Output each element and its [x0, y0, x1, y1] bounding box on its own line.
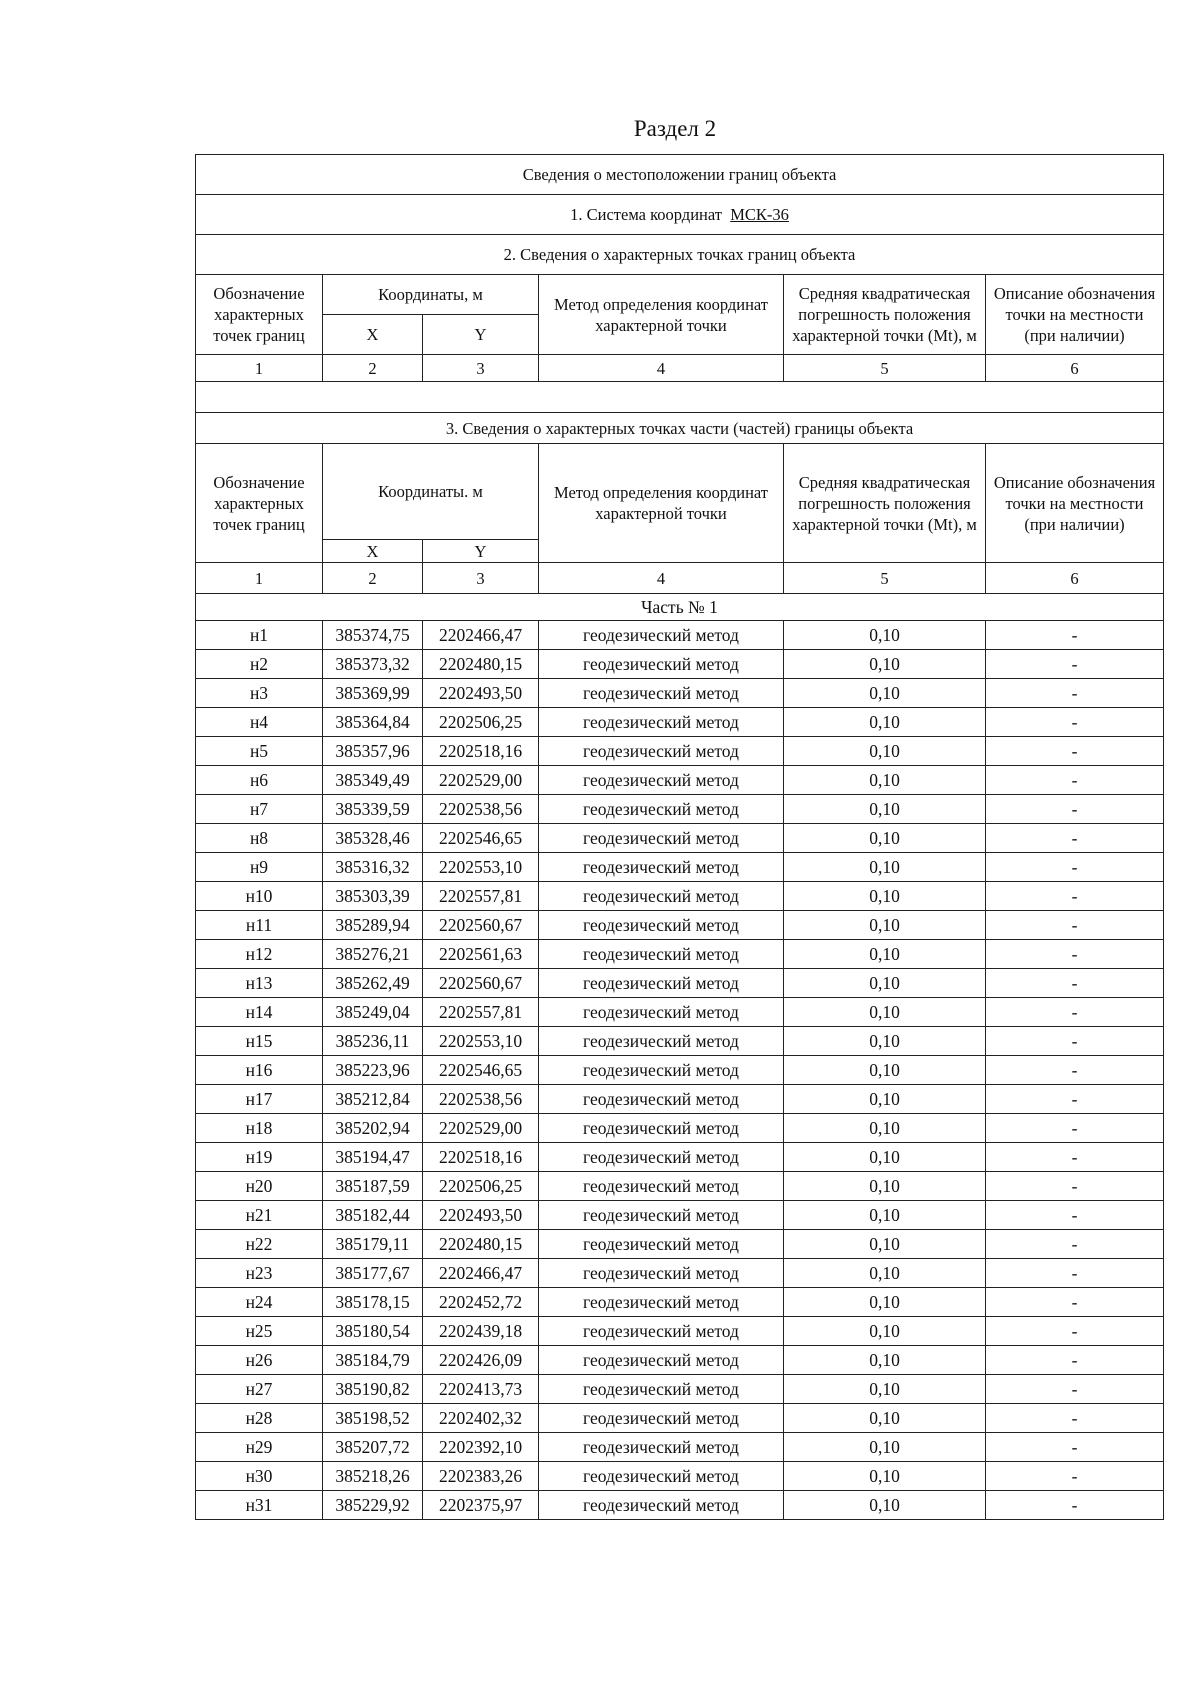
table-row [196, 882, 1164, 911]
description-cell: - [986, 853, 1164, 882]
description-cell: - [986, 1375, 1164, 1404]
y-coord-cell: 2202529,00 [423, 766, 539, 795]
accuracy-cell: 0,10 [784, 853, 986, 882]
y-coord-cell: 2202480,15 [423, 1230, 539, 1259]
table-row [196, 911, 1164, 940]
accuracy-cell: 0,10 [784, 882, 986, 911]
y-coord-cell: 2202557,81 [423, 882, 539, 911]
table-row [196, 708, 1164, 737]
accuracy-cell: 0,10 [784, 679, 986, 708]
s3-col-accuracy-header: Средняя квадратическая погрешность положения характерной точки (Mt), м [784, 444, 986, 563]
method-cell: геодезический метод [539, 1491, 784, 1520]
y-coord-cell: 2202553,10 [423, 1027, 539, 1056]
accuracy-cell: 0,10 [784, 1230, 986, 1259]
x-coord-cell: 385184,79 [323, 1346, 423, 1375]
y-coord-cell: 2202518,16 [423, 737, 539, 766]
y-coord-cell: 2202375,97 [423, 1491, 539, 1520]
table-row [196, 1317, 1164, 1346]
x-coord-cell: 385182,44 [323, 1201, 423, 1230]
x-coord-cell: 385236,11 [323, 1027, 423, 1056]
y-coord-cell: 2202493,50 [423, 679, 539, 708]
y-coord-cell: 2202452,72 [423, 1288, 539, 1317]
x-coord-cell: 385276,21 [323, 940, 423, 969]
section3-title: 3. Сведения о характерных точках части (частей) границы объекта [196, 413, 1164, 444]
method-cell: геодезический метод [539, 824, 784, 853]
s3-col-description-header: Описание обозначения точки на местности (при наличии) [986, 444, 1164, 563]
accuracy-cell: 0,10 [784, 1027, 986, 1056]
point-id-cell: н10 [196, 882, 323, 911]
col-number: 2 [323, 563, 423, 594]
y-coord-cell: 2202466,47 [423, 1259, 539, 1288]
table-row [196, 679, 1164, 708]
x-coord-cell: 385190,82 [323, 1375, 423, 1404]
x-coord-cell: 385187,59 [323, 1172, 423, 1201]
method-cell: геодезический метод [539, 853, 784, 882]
method-cell: геодезический метод [539, 1114, 784, 1143]
col-description-header: Описание обозначения точки на местности (при наличии) [986, 275, 1164, 355]
y-coord-cell: 2202506,25 [423, 708, 539, 737]
x-coord-cell: 385212,84 [323, 1085, 423, 1114]
accuracy-cell: 0,10 [784, 795, 986, 824]
col-x-header: X [323, 315, 423, 355]
point-id-cell: н20 [196, 1172, 323, 1201]
description-cell: - [986, 1230, 1164, 1259]
empty-row [196, 382, 1164, 413]
point-id-cell: н4 [196, 708, 323, 737]
point-id-cell: н28 [196, 1404, 323, 1433]
description-cell: - [986, 1433, 1164, 1462]
point-id-cell: н17 [196, 1085, 323, 1114]
description-cell: - [986, 795, 1164, 824]
y-coord-cell: 2202538,56 [423, 795, 539, 824]
section2-title: 2. Сведения о характерных точках границ объекта [196, 235, 1164, 275]
x-coord-cell: 385303,39 [323, 882, 423, 911]
description-cell: - [986, 1491, 1164, 1520]
method-cell: геодезический метод [539, 1404, 784, 1433]
method-cell: геодезический метод [539, 621, 784, 650]
point-id-cell: н15 [196, 1027, 323, 1056]
point-id-cell: н7 [196, 795, 323, 824]
x-coord-cell: 385364,84 [323, 708, 423, 737]
point-id-cell: н3 [196, 679, 323, 708]
description-cell: - [986, 1201, 1164, 1230]
col-numbers-row [196, 355, 1164, 382]
table-row [196, 1346, 1164, 1375]
point-id-cell: н22 [196, 1230, 323, 1259]
col-point-header: Обозначение характерных точек границ [196, 275, 323, 355]
x-coord-cell: 385177,67 [323, 1259, 423, 1288]
x-coord-cell: 385339,59 [323, 795, 423, 824]
accuracy-cell: 0,10 [784, 708, 986, 737]
method-cell: геодезический метод [539, 1230, 784, 1259]
table-row [196, 650, 1164, 679]
point-id-cell: н12 [196, 940, 323, 969]
table-row [196, 940, 1164, 969]
x-coord-cell: 385369,99 [323, 679, 423, 708]
method-cell: геодезический метод [539, 1172, 784, 1201]
col-number: 1 [196, 563, 323, 594]
method-cell: геодезический метод [539, 998, 784, 1027]
accuracy-cell: 0,10 [784, 1259, 986, 1288]
description-cell: - [986, 1114, 1164, 1143]
method-cell: геодезический метод [539, 708, 784, 737]
col-number: 4 [539, 355, 784, 382]
point-id-cell: н26 [196, 1346, 323, 1375]
table-row [196, 1143, 1164, 1172]
col-number: 6 [986, 563, 1164, 594]
y-coord-cell: 2202392,10 [423, 1433, 539, 1462]
col-number: 1 [196, 355, 323, 382]
description-cell: - [986, 882, 1164, 911]
description-cell: - [986, 1056, 1164, 1085]
method-cell: геодезический метод [539, 940, 784, 969]
description-cell: - [986, 1027, 1164, 1056]
x-coord-cell: 385373,32 [323, 650, 423, 679]
accuracy-cell: 0,10 [784, 911, 986, 940]
method-cell: геодезический метод [539, 1259, 784, 1288]
point-id-cell: н6 [196, 766, 323, 795]
description-cell: - [986, 1172, 1164, 1201]
accuracy-cell: 0,10 [784, 940, 986, 969]
accuracy-cell: 0,10 [784, 824, 986, 853]
y-coord-cell: 2202529,00 [423, 1114, 539, 1143]
table-row [196, 1375, 1164, 1404]
method-cell: геодезический метод [539, 1375, 784, 1404]
point-id-cell: н25 [196, 1317, 323, 1346]
col-number: 3 [423, 563, 539, 594]
accuracy-cell: 0,10 [784, 1462, 986, 1491]
coord-system-value: МСК-36 [730, 205, 789, 224]
x-coord-cell: 385178,15 [323, 1288, 423, 1317]
col-accuracy-header: Средняя квадратическая погрешность положения характерной точки (Mt), м [784, 275, 986, 355]
point-id-cell: н21 [196, 1201, 323, 1230]
col-coords-header: Координаты, м [323, 275, 539, 315]
point-id-cell: н30 [196, 1462, 323, 1491]
accuracy-cell: 0,10 [784, 1375, 986, 1404]
accuracy-cell: 0,10 [784, 1317, 986, 1346]
s3-col-x-header: X [323, 540, 423, 563]
method-cell: геодезический метод [539, 1288, 784, 1317]
method-cell: геодезический метод [539, 650, 784, 679]
col-y-header: Y [423, 315, 539, 355]
method-cell: геодезический метод [539, 1317, 784, 1346]
method-cell: геодезический метод [539, 1085, 784, 1114]
x-coord-cell: 385249,04 [323, 998, 423, 1027]
table-row [196, 969, 1164, 998]
coord-system-label: 1. Система координат [570, 205, 722, 224]
table-row [196, 1404, 1164, 1433]
point-id-cell: н19 [196, 1143, 323, 1172]
point-id-cell: н13 [196, 969, 323, 998]
description-cell: - [986, 650, 1164, 679]
point-id-cell: н27 [196, 1375, 323, 1404]
table-row [196, 621, 1164, 650]
accuracy-cell: 0,10 [784, 737, 986, 766]
table-row [196, 1056, 1164, 1085]
accuracy-cell: 0,10 [784, 1172, 986, 1201]
method-cell: геодезический метод [539, 766, 784, 795]
description-cell: - [986, 824, 1164, 853]
y-coord-cell: 2202506,25 [423, 1172, 539, 1201]
description-cell: - [986, 1259, 1164, 1288]
accuracy-cell: 0,10 [784, 650, 986, 679]
accuracy-cell: 0,10 [784, 998, 986, 1027]
table-row [196, 1462, 1164, 1491]
x-coord-cell: 385328,46 [323, 824, 423, 853]
x-coord-cell: 385179,11 [323, 1230, 423, 1259]
coord-system-row [196, 195, 1164, 235]
accuracy-cell: 0,10 [784, 1491, 986, 1520]
y-coord-cell: 2202560,67 [423, 911, 539, 940]
point-id-cell: н16 [196, 1056, 323, 1085]
s3-col-y-header: Y [423, 540, 539, 563]
table-row [196, 1491, 1164, 1520]
s3-col-numbers-row [196, 563, 1164, 594]
table-row [196, 998, 1164, 1027]
y-coord-cell: 2202383,26 [423, 1462, 539, 1491]
description-cell: - [986, 1404, 1164, 1433]
table-row [196, 795, 1164, 824]
point-id-cell: н9 [196, 853, 323, 882]
x-coord-cell: 385289,94 [323, 911, 423, 940]
col-number: 4 [539, 563, 784, 594]
col-number: 5 [784, 563, 986, 594]
method-cell: геодезический метод [539, 795, 784, 824]
description-cell: - [986, 766, 1164, 795]
data-rows [196, 621, 1164, 1520]
method-cell: геодезический метод [539, 969, 784, 998]
y-coord-cell: 2202413,73 [423, 1375, 539, 1404]
accuracy-cell: 0,10 [784, 1346, 986, 1375]
table-row [196, 1114, 1164, 1143]
point-id-cell: н2 [196, 650, 323, 679]
y-coord-cell: 2202553,10 [423, 853, 539, 882]
y-coord-cell: 2202557,81 [423, 998, 539, 1027]
y-coord-cell: 2202493,50 [423, 1201, 539, 1230]
accuracy-cell: 0,10 [784, 621, 986, 650]
description-cell: - [986, 911, 1164, 940]
table-row [196, 1230, 1164, 1259]
table-row [196, 853, 1164, 882]
description-cell: - [986, 1346, 1164, 1375]
x-coord-cell: 385218,26 [323, 1462, 423, 1491]
x-coord-cell: 385198,52 [323, 1404, 423, 1433]
point-id-cell: н8 [196, 824, 323, 853]
table-row [196, 1085, 1164, 1114]
part-label: Часть № 1 [196, 594, 1164, 621]
point-id-cell: н14 [196, 998, 323, 1027]
accuracy-cell: 0,10 [784, 1085, 986, 1114]
accuracy-cell: 0,10 [784, 1056, 986, 1085]
section-title: Раздел 2 [633, 116, 717, 141]
method-cell: геодезический метод [539, 1462, 784, 1491]
boundary-points-table [195, 154, 1164, 1520]
x-coord-cell: 385316,32 [323, 853, 423, 882]
point-id-cell: н29 [196, 1433, 323, 1462]
table-row [196, 1433, 1164, 1462]
table-row [196, 1259, 1164, 1288]
y-coord-cell: 2202402,32 [423, 1404, 539, 1433]
y-coord-cell: 2202546,65 [423, 824, 539, 853]
y-coord-cell: 2202546,65 [423, 1056, 539, 1085]
point-id-cell: н11 [196, 911, 323, 940]
s3-col-point-header: Обозначение характерных точек границ [196, 444, 323, 563]
method-cell: геодезический метод [539, 737, 784, 766]
description-cell: - [986, 679, 1164, 708]
col-method-header: Метод определения координат характерной точки [539, 275, 784, 355]
y-coord-cell: 2202466,47 [423, 621, 539, 650]
y-coord-cell: 2202538,56 [423, 1085, 539, 1114]
x-coord-cell: 385194,47 [323, 1143, 423, 1172]
x-coord-cell: 385374,75 [323, 621, 423, 650]
y-coord-cell: 2202480,15 [423, 650, 539, 679]
point-id-cell: н23 [196, 1259, 323, 1288]
accuracy-cell: 0,10 [784, 1404, 986, 1433]
table-row [196, 737, 1164, 766]
x-coord-cell: 385229,92 [323, 1491, 423, 1520]
description-cell: - [986, 1085, 1164, 1114]
s3-col-method-header: Метод определения координат характерной точки [539, 444, 784, 563]
table-row [196, 1201, 1164, 1230]
point-id-cell: н18 [196, 1114, 323, 1143]
table-row [196, 1288, 1164, 1317]
accuracy-cell: 0,10 [784, 1288, 986, 1317]
x-coord-cell: 385357,96 [323, 737, 423, 766]
method-cell: геодезический метод [539, 1346, 784, 1375]
method-cell: геодезический метод [539, 1433, 784, 1462]
method-cell: геодезический метод [539, 1143, 784, 1172]
description-cell: - [986, 1288, 1164, 1317]
x-coord-cell: 385349,49 [323, 766, 423, 795]
point-id-cell: н1 [196, 621, 323, 650]
description-cell: - [986, 708, 1164, 737]
x-coord-cell: 385202,94 [323, 1114, 423, 1143]
col-number: 6 [986, 355, 1164, 382]
accuracy-cell: 0,10 [784, 766, 986, 795]
description-cell: - [986, 1143, 1164, 1172]
y-coord-cell: 2202439,18 [423, 1317, 539, 1346]
point-id-cell: н31 [196, 1491, 323, 1520]
description-cell: - [986, 969, 1164, 998]
description-cell: - [986, 1317, 1164, 1346]
point-id-cell: н24 [196, 1288, 323, 1317]
table-row [196, 766, 1164, 795]
col-number: 2 [323, 355, 423, 382]
description-cell: - [986, 998, 1164, 1027]
point-id-cell: н5 [196, 737, 323, 766]
accuracy-cell: 0,10 [784, 1433, 986, 1462]
y-coord-cell: 2202561,63 [423, 940, 539, 969]
method-cell: геодезический метод [539, 882, 784, 911]
accuracy-cell: 0,10 [784, 1201, 986, 1230]
table-row [196, 1172, 1164, 1201]
y-coord-cell: 2202426,09 [423, 1346, 539, 1375]
table-row [196, 1027, 1164, 1056]
s3-col-coords-header: Координаты. м [323, 444, 539, 540]
x-coord-cell: 385262,49 [323, 969, 423, 998]
method-cell: геодезический метод [539, 679, 784, 708]
accuracy-cell: 0,10 [784, 1143, 986, 1172]
method-cell: геодезический метод [539, 911, 784, 940]
y-coord-cell: 2202518,16 [423, 1143, 539, 1172]
table-row [196, 824, 1164, 853]
description-cell: - [986, 737, 1164, 766]
method-cell: геодезический метод [539, 1201, 784, 1230]
description-cell: - [986, 621, 1164, 650]
table-header-title: Сведения о местоположении границ объекта [196, 155, 1164, 195]
description-cell: - [986, 1462, 1164, 1491]
y-coord-cell: 2202560,67 [423, 969, 539, 998]
x-coord-cell: 385180,54 [323, 1317, 423, 1346]
method-cell: геодезический метод [539, 1056, 784, 1085]
description-cell: - [986, 940, 1164, 969]
col-number: 3 [423, 355, 539, 382]
accuracy-cell: 0,10 [784, 969, 986, 998]
x-coord-cell: 385207,72 [323, 1433, 423, 1462]
x-coord-cell: 385223,96 [323, 1056, 423, 1085]
accuracy-cell: 0,10 [784, 1114, 986, 1143]
method-cell: геодезический метод [539, 1027, 784, 1056]
col-number: 5 [784, 355, 986, 382]
